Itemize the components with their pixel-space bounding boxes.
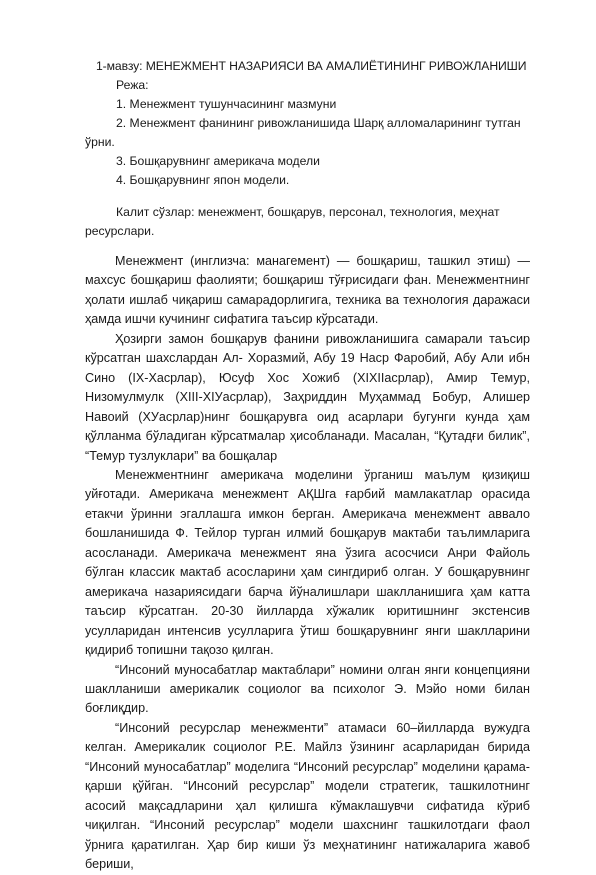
paragraph: Ҳозирги замон бошқарув фанини ривожланишига самарали таъсир кўрсатган шахслардан Ал- Хоразмий, Абу 19 Наср Фаробий, Абу Али ибн Сино (IX-Хасрлар), Юсуф Хос Хожиб (XIXIIасрлар), Амир Темур, Низомулмулк (XIII-XIУасрлар), Заҳриддин Муҳаммад Бобур, Алишер Навоий (XУасрлар)нинг бошқарувга оид асарлари бугунги кунда ҳам қўлланма бўладиган кўрсатмалар ҳисобланади. Масалан, “Қутадғи билик”, “Темур тузлуклари” ва бошқалар — [85, 331, 530, 463]
paragraph: Менежментнинг америкача моделини ўрганиш маълум қизиқиш уйғотади. Америкача менежмент АҚШга ғарбий мамлакатлар орасида етакчи ўринни эгаллашга имкон берган. Америкача менежмент аввало бошланишида Ф. Тейлор турган илмий бошқарув мактаби таълимларига асосланади. Америкача менежмент яна ўзига асосчиси Анри Файоль бўлган классик мактаб асосларини ҳам сингдириб олган. У бошқарувнинг америкача назариясидаги барча йўналишлари шаклланишига ҳам катта таъсир кўрсатган. 20-30 йилларда хўжалик юритишнинг экстенсив усулларидан интенсив усулларига ўтиш бошқарувнинг янги шаклларини қидириб топишни тақозо қилган. — [85, 467, 530, 658]
paragraph: Менежмент (инглизча: манагемент) — бошқариш, ташкил этиш) — махсус бошқариш фаолияти; бошқариш тўғрисидаги фан. Менежментнинг ҳолати ишлаб чиқариш самарадорлигига, техника ва технология даражаси ҳамда ишчи кучининг сифатига таъсир кўрсатади. — [85, 254, 530, 327]
plan-item-2: 2. Менежмент фанининг ривожланишида Шарқ алломаларининг тутган — [116, 116, 521, 130]
keywords-line: Калит сўзлар: менежмент, бошқарув, персонал, технология, меҳнат — [116, 205, 500, 219]
keywords-line-continuation: ресурслари. — [85, 224, 155, 238]
paragraph: “Инсоний муносабатлар мактаблари” номини олган янги концепцияни шаклланиши америкалик социолог ва психолог Э. Мэйо номи билан боғлиқдир. — [85, 662, 530, 716]
plan-item-3: 3. Бошқарувнинг америкача модели — [116, 154, 320, 168]
page-title: 1-мавзу: МЕНЕЖМЕНТ НАЗАРИЯСИ ВА АМАЛИЁТИНИНГ РИВОЖЛАНИШИ — [96, 59, 527, 73]
plan-item-4: 4. Бошқарувнинг япон модели. — [116, 173, 290, 187]
plan-label: Режа: — [116, 78, 149, 92]
plan-item-1: 1. Менежмент тушунчасининг мазмуни — [116, 97, 337, 111]
paragraph: “Инсоний ресурслар менежменти” атамаси 60–йилларда вужудга келган. Америкалик социолог Р.Е. Майлз ўзининг асарларидан бирида “Инсоний муносабатлар” моделига “Инсоний ресурслар” моделини қарама-қарши қўйган. “Инсоний ресурслар” модели стратегик, ташкилотнинг асосий мақсадларини ҳал қилишга кўмаклашувчи сифатида кўриб чиқилган. “Инсоний ресурслар” модели шахснинг ташкилотдаги фаол ўрнига қаратилган. Ҳар бир киши ўз меҳнатининг натижаларига жавоб бериши, — [85, 720, 530, 872]
body-text — [85, 252, 530, 875]
plan-item-2-continuation: ўрни. — [85, 135, 115, 149]
